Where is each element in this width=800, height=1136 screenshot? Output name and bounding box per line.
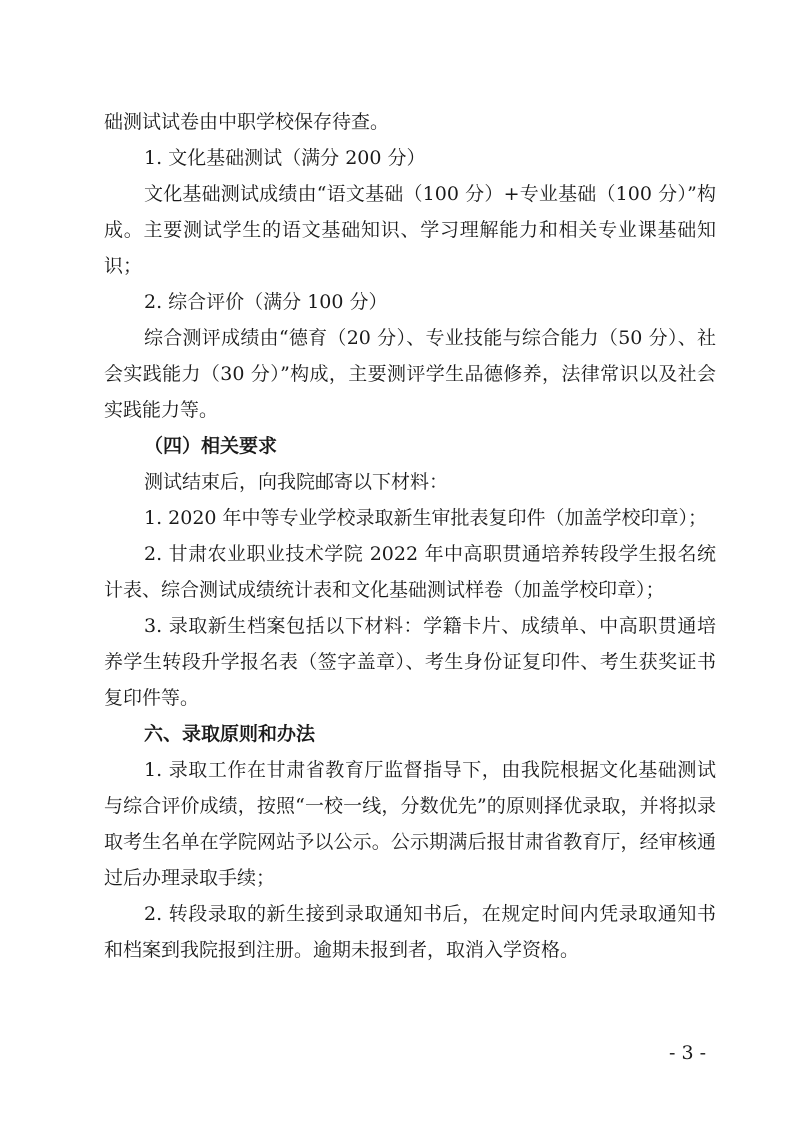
page-number: - 3 - [668, 1042, 706, 1064]
document-body [104, 104, 716, 968]
item-cultural-test: 1. 文化基础测试（满分 200 分） [144, 147, 426, 169]
paragraph-continuation: 础测试试卷由中职学校保存待查。 [104, 111, 390, 133]
section-heading-admission: 六、录取原则和办法 [144, 723, 316, 745]
item-comprehensive-evaluation: 2. 综合评价（满分 100 分） [144, 291, 388, 313]
item-statistics-tables: 2. 甘肃农业职业技术学院 2022 年中高职贯通培养转段学生报名统计表、综合测试成绩统计表和文化基础测试样卷（加盖学校印章）； [104, 543, 716, 601]
paragraph-comprehensive-detail: 综合测评成绩由“德育（20 分）、专业技能与综合能力（50 分）、社会实践能力（30 分）”构成，主要测评学生品德修养，法律常识以及社会实践能力等。 [104, 327, 716, 421]
item-student-files: 3. 录取新生档案包括以下材料：学籍卡片、成绩单、中高职贯通培养学生转段升学报名表（签字盖章）、考生身份证复印件、考生获奖证书复印件等。 [104, 615, 716, 709]
paragraph-cultural-test-detail: 文化基础测试成绩由“语文基础（100 分）+专业基础（100 分）”构成。主要测试学生的语文基础知识、学习理解能力和相关专业课基础知识； [104, 183, 716, 277]
paragraph-mail-materials: 测试结束后，向我院邮寄以下材料： [144, 471, 449, 493]
item-admission-work: 1. 录取工作在甘肃省教育厅监督指导下，由我院根据文化基础测试与综合评价成绩，按照“一校一线，分数优先”的原则择优录取，并将拟录取考生名单在学院网站予以公示。公示期满后报甘肃省教育厅，经审核通过后办理录取手续； [104, 759, 716, 889]
item-approval-form: 1. 2020 年中等专业学校录取新生审批表复印件（加盖学校印章）； [144, 507, 708, 529]
section-heading-requirements: （四）相关要求 [144, 435, 278, 457]
item-registration: 2. 转段录取的新生接到录取通知书后，在规定时间内凭录取通知书和档案到我院报到注册。逾期未报到者，取消入学资格。 [104, 903, 716, 961]
